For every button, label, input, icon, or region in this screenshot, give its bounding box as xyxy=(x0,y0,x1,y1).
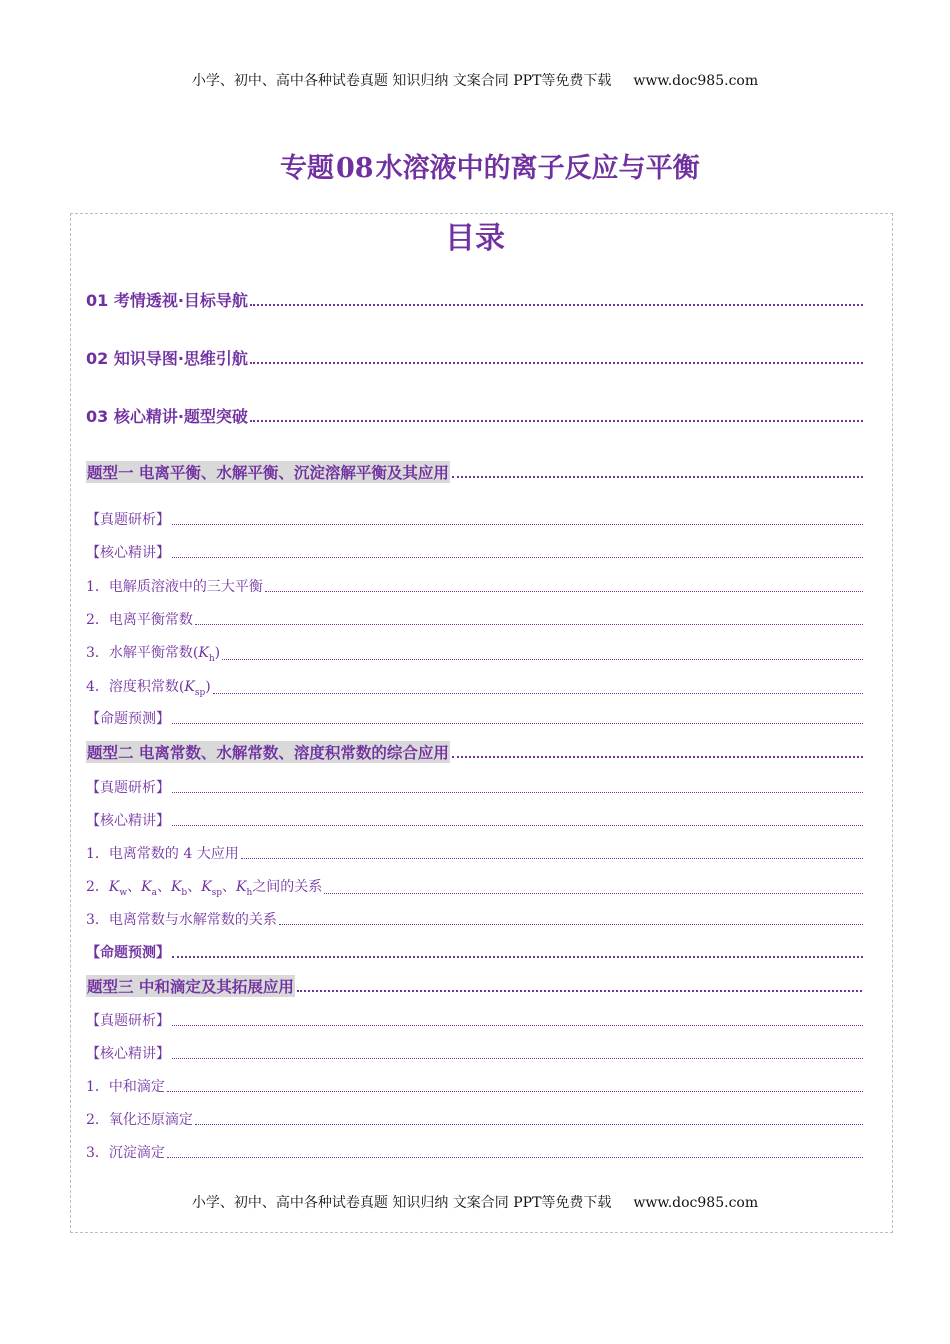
leader-dots xyxy=(172,1058,863,1059)
leader-dots xyxy=(297,990,862,992)
toc-type1-item-3[interactable]: 3．水解平衡常数$(K_h)$ xyxy=(86,642,863,664)
leader-dots xyxy=(195,1124,863,1125)
leader-dots xyxy=(172,557,863,558)
leader-dots xyxy=(172,825,863,826)
toc-type-1[interactable]: 题型一 电离平衡、水解平衡、沉淀溶解平衡及其应用 xyxy=(86,461,863,483)
toc-type2-hexin[interactable]: 【核心精讲】 xyxy=(86,810,863,830)
leader-dots xyxy=(452,476,863,478)
toc-type1-item-1[interactable]: 1．电解质溶液中的三大平衡 xyxy=(86,576,863,596)
leader-dots xyxy=(172,1025,863,1026)
leader-dots xyxy=(172,723,863,724)
leader-dots xyxy=(195,624,863,625)
toc-type2-item-2[interactable]: 2．$K_w$、$K_a$、$K_b$、$K_{sp}$、$K_h$之间的关系 xyxy=(86,876,863,898)
toc-item-03[interactable]: 03 核心精讲·题型突破 xyxy=(86,404,863,427)
toc-type1-mingti[interactable]: 【命题预测】 xyxy=(86,708,863,728)
leader-dots xyxy=(250,420,863,422)
leader-dots xyxy=(172,792,863,793)
toc-type3-hexin[interactable]: 【核心精讲】 xyxy=(86,1043,863,1063)
footer-site-link[interactable]: www.doc985.com xyxy=(633,1195,759,1211)
toc-type1-item-4[interactable]: 4．溶度积常数$(K_{sp})$ xyxy=(86,676,863,698)
leader-dots xyxy=(250,362,863,364)
toc-type2-mingti[interactable]: 【命题预测】 xyxy=(86,942,863,962)
leader-dots xyxy=(241,858,863,859)
leader-dots xyxy=(167,1091,863,1092)
footer-text: 小学、初中、高中各种试卷真题 知识归纳 文案合同 PPT等免费下载 xyxy=(191,1195,612,1211)
toc-type3-item-3[interactable]: 3．沉淀滴定 xyxy=(86,1142,863,1162)
toc-type3-zhenti[interactable]: 【真题研析】 xyxy=(86,1010,863,1030)
leader-dots xyxy=(324,893,863,894)
page-header xyxy=(0,70,950,90)
leader-dots xyxy=(265,591,863,592)
toc-type1-zhenti[interactable]: 【真题研析】 xyxy=(86,509,863,529)
toc-item-02[interactable]: 02 知识导图·思维引航 xyxy=(86,346,863,369)
toc-type3-item-2[interactable]: 2．氧化还原滴定 xyxy=(86,1109,863,1129)
toc-type1-item-2[interactable]: 2．电离平衡常数 xyxy=(86,609,863,629)
toc-type2-item-3[interactable]: 3．电离常数与水解常数的关系 xyxy=(86,909,863,929)
page-footer xyxy=(0,1192,950,1212)
leader-dots xyxy=(167,1157,863,1158)
toc-type2-zhenti[interactable]: 【真题研析】 xyxy=(86,777,863,797)
leader-dots xyxy=(222,659,863,660)
leader-dots xyxy=(213,693,863,694)
toc-type1-hexin[interactable]: 【核心精讲】 xyxy=(86,542,863,562)
header-site-link[interactable]: www.doc985.com xyxy=(633,73,759,89)
page-title: 专题08水溶液中的离子反应与平衡 xyxy=(280,153,700,184)
toc-type-3[interactable]: 题型三 中和滴定及其拓展应用 xyxy=(86,975,862,997)
leader-dots xyxy=(452,756,863,758)
toc-type2-item-1[interactable]: 1．电离常数的 4 大应用 xyxy=(86,843,863,863)
header-text: 小学、初中、高中各种试卷真题 知识归纳 文案合同 PPT等免费下载 xyxy=(191,73,612,89)
leader-dots xyxy=(172,524,863,525)
toc-item-01[interactable]: 01 考情透视·目标导航 xyxy=(86,288,863,311)
toc-type3-item-1[interactable]: 1．中和滴定 xyxy=(86,1076,863,1096)
leader-dots xyxy=(250,304,863,306)
toc-title: 目录 xyxy=(445,221,505,256)
leader-dots xyxy=(172,956,863,958)
toc-type-2[interactable]: 题型二 电离常数、水解常数、溶度积常数的综合应用 xyxy=(86,741,863,763)
leader-dots xyxy=(279,924,863,925)
